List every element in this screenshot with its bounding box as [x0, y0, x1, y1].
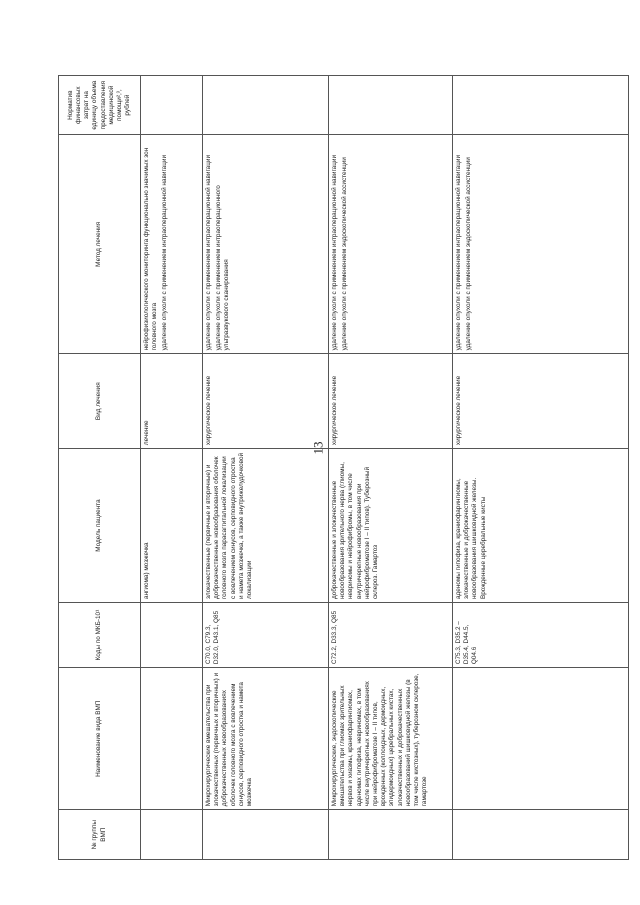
cell-name [453, 668, 629, 810]
header-method: Метод лечения [59, 135, 141, 354]
cell-method [141, 135, 203, 354]
header-norm: Норматив финансовых затрат на единицу объема предоставления медицинской помощи²,³, рублей [59, 76, 141, 135]
vmp-table [58, 75, 629, 860]
cell-model: доброкачественные и злокачественные новообразования зрительного нерва (глиомы, невриномы и нейрофибромы, в том числе внутричерепные новообразования при нейрофиброматозе I – II типов). Туберозный склероз. Гамартоз [329, 449, 453, 603]
cell-norm [453, 76, 629, 135]
header-codes: Коды по МКБ-10¹ [59, 603, 141, 668]
cell-method [329, 135, 453, 354]
cell-model: злокачественные (первичные и вторичные) и доброкачественные новообразования оболочек головного мозга парасаггитальной локализации с вовлечением синусов, серповидного отростка и намета мозжечка, а также внутрижелудочковой локализации [203, 449, 329, 603]
method-item: удаление опухоли с применением интраоперационной навигации [331, 154, 338, 351]
table-row [453, 76, 629, 860]
table-row [329, 76, 453, 860]
table-row [141, 76, 203, 860]
method-item: удаление опухоли с применением интраоперационного ультразвукового сканирования [215, 185, 231, 351]
header-name: Наименование вида ВМП [59, 668, 141, 810]
method-item: удаление опухоли с применением интраоперационной навигации [161, 154, 169, 351]
method-item: удаление опухоли с применением эндоскопической ассистенции [465, 157, 473, 351]
cell-norm [203, 76, 329, 135]
cell-model: аденомы гипофиза, краниофарингиомы, злокачественные и доброкачественные новообразования шишковидной железы. Врожденные церебральные кисты [453, 449, 629, 603]
cell-name: Микрохирургические вмешательства при злокачественных (первичных и вторичных) и доброкачественных новообразованиях оболочек головного мозга с вовлечением синусов, серповидного отростка и намета мозжечка [203, 668, 329, 810]
header-row [59, 76, 141, 860]
table-row [203, 76, 329, 860]
cell-method [203, 135, 329, 354]
method-item: удаление опухоли с применением интраоперационной навигации [205, 154, 212, 351]
header-type: Вид лечения [59, 354, 141, 449]
cell-type: хирургическое лечение [329, 354, 453, 449]
cell-type: хирургическое лечение [203, 354, 329, 449]
cell-num [329, 810, 453, 860]
cell-type: хирургическое лечение [453, 354, 629, 449]
cell-norm [329, 76, 453, 135]
cell-num [453, 810, 629, 860]
cell-num [203, 810, 329, 860]
header-num: № группы ВМП [59, 810, 141, 860]
cell-model: ангиома) мозжечка [141, 449, 203, 603]
rotated-table-wrapper [58, 75, 628, 860]
cell-codes: C70.0, C79.3, D32.0, D43.1, Q85 [203, 603, 329, 668]
cell-num [141, 810, 203, 860]
cell-codes [141, 603, 203, 668]
method-item: удаление опухоли с применением эндоскопической ассистенции [341, 157, 349, 351]
cell-type: лечение [141, 354, 203, 449]
header-model: Модель пациента [59, 449, 141, 603]
cell-codes: C75.3, D35.2 – D35.4, D44.5, Q04.6 [453, 603, 629, 668]
cell-name: Микрохирургические, эндоскопические вмешательства при глиомах зрительных нервов и хиазмы, краниофарингиомах, аденомах гипофиза, невриномах, в том числе внутричерепных новообразованиях при нейрофиброматозе I – II типов, врожденных (коллоидных, дермоидных, эпидермоидных) церебральных кистах, злокачественных и доброкачественных новообразований шишковидной железы (в том числе кистозных), туберозном склерозе, гамартозе [329, 668, 453, 810]
cell-codes: C72.2, D33.3, Q85 [329, 603, 453, 668]
method-item: удаление опухоли с применением интраоперационной навигации [455, 154, 462, 351]
cell-name [141, 668, 203, 810]
cell-method [453, 135, 629, 354]
page-number: 13 [310, 441, 326, 455]
cell-norm [141, 76, 203, 135]
method-item: нейрофизиологического мониторинга функционально значимых зон головного мозга [143, 147, 159, 351]
